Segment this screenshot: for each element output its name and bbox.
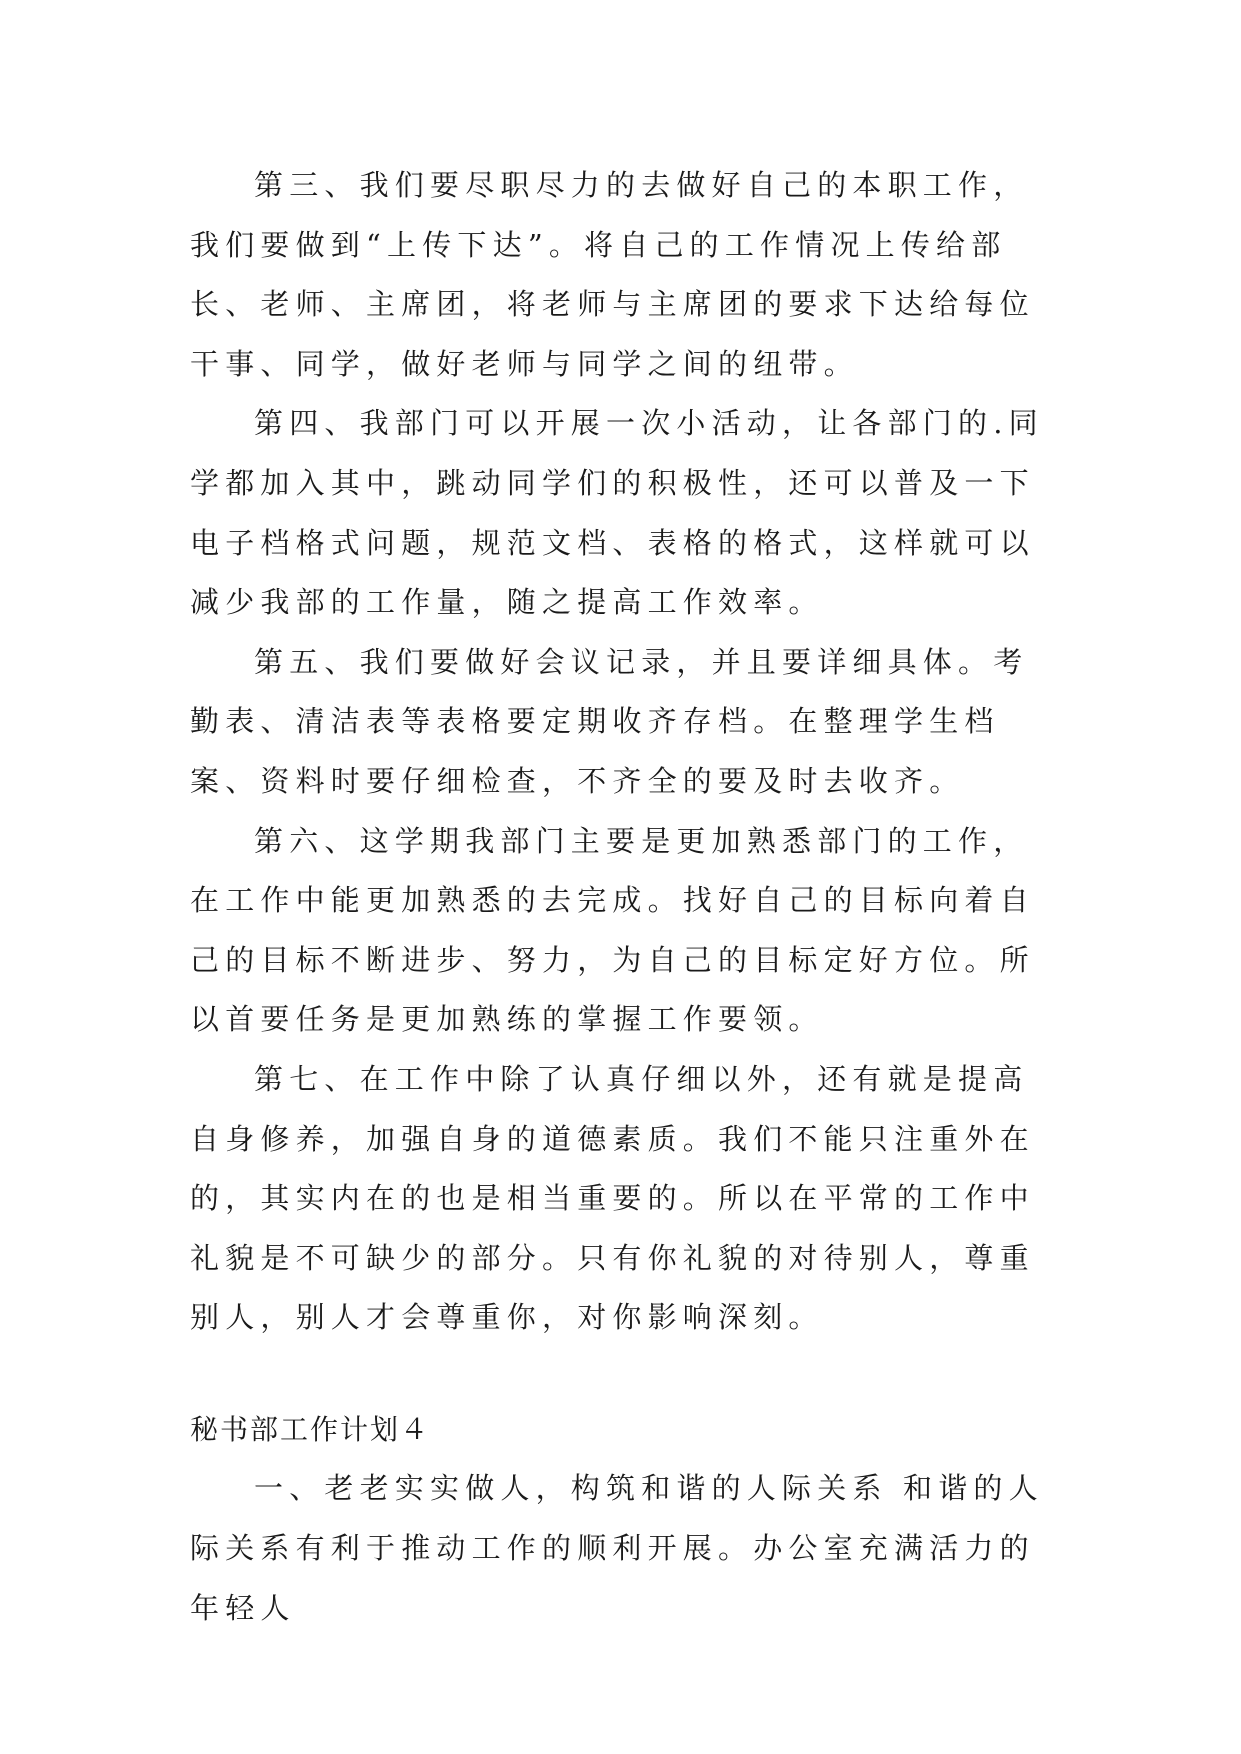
paragraph-fifth: 第五、我们要做好会议记录，并且要详细具体。考勤表、清洁表等表格要定期收齐存档。在整理学生档案、资料时要仔细检查，不齐全的要及时去收齐。	[190, 644, 1029, 798]
document-body	[190, 156, 1050, 1638]
paragraph-third: 第三、我们要尽职尽力的去做好自己的本职工作，我们要做到“上传下达”。将自己的工作情况上传给部长、老师、主席团，将老师与主席团的要求下达给每位干事、同学，做好老师与同学之间的纽带。	[190, 168, 1035, 381]
paragraph-seventh: 第七、在工作中除了认真仔细以外，还有就是提高自身修养，加强自身的道德素质。我们不能只注重外在的，其实内在的也是相当重要的。所以在平常的工作中礼貌是不可缺少的部分。只有你礼貌的对待别人，尊重别人，别人才会尊重你，对你影响深刻。	[190, 1061, 1035, 1335]
paragraph-sixth: 第六、这学期我部门主要是更加熟悉部门的工作，在工作中能更加熟悉的去完成。找好自己的目标向着自己的目标不断进步、努力，为自己的目标定好方位。所以首要任务是更加熟练的掌握工作要领。	[190, 823, 1035, 1037]
paragraph-fourth: 第四、我部门可以开展一次小活动，让各部门的.同学都加入其中，跳动同学们的积极性，还可以普及一下电子档格式问题，规范文档、表格的格式，这样就可以减少我部的工作量，随之提高工作效率。	[190, 406, 1044, 620]
section-heading: 秘书部工作计划４	[190, 1412, 431, 1446]
paragraph-section-one: 一、老老实实做人，构筑和谐的人际关系 和谐的人际关系有利于推动工作的顺利开展。办公室充满活力的年轻人	[190, 1471, 1044, 1625]
